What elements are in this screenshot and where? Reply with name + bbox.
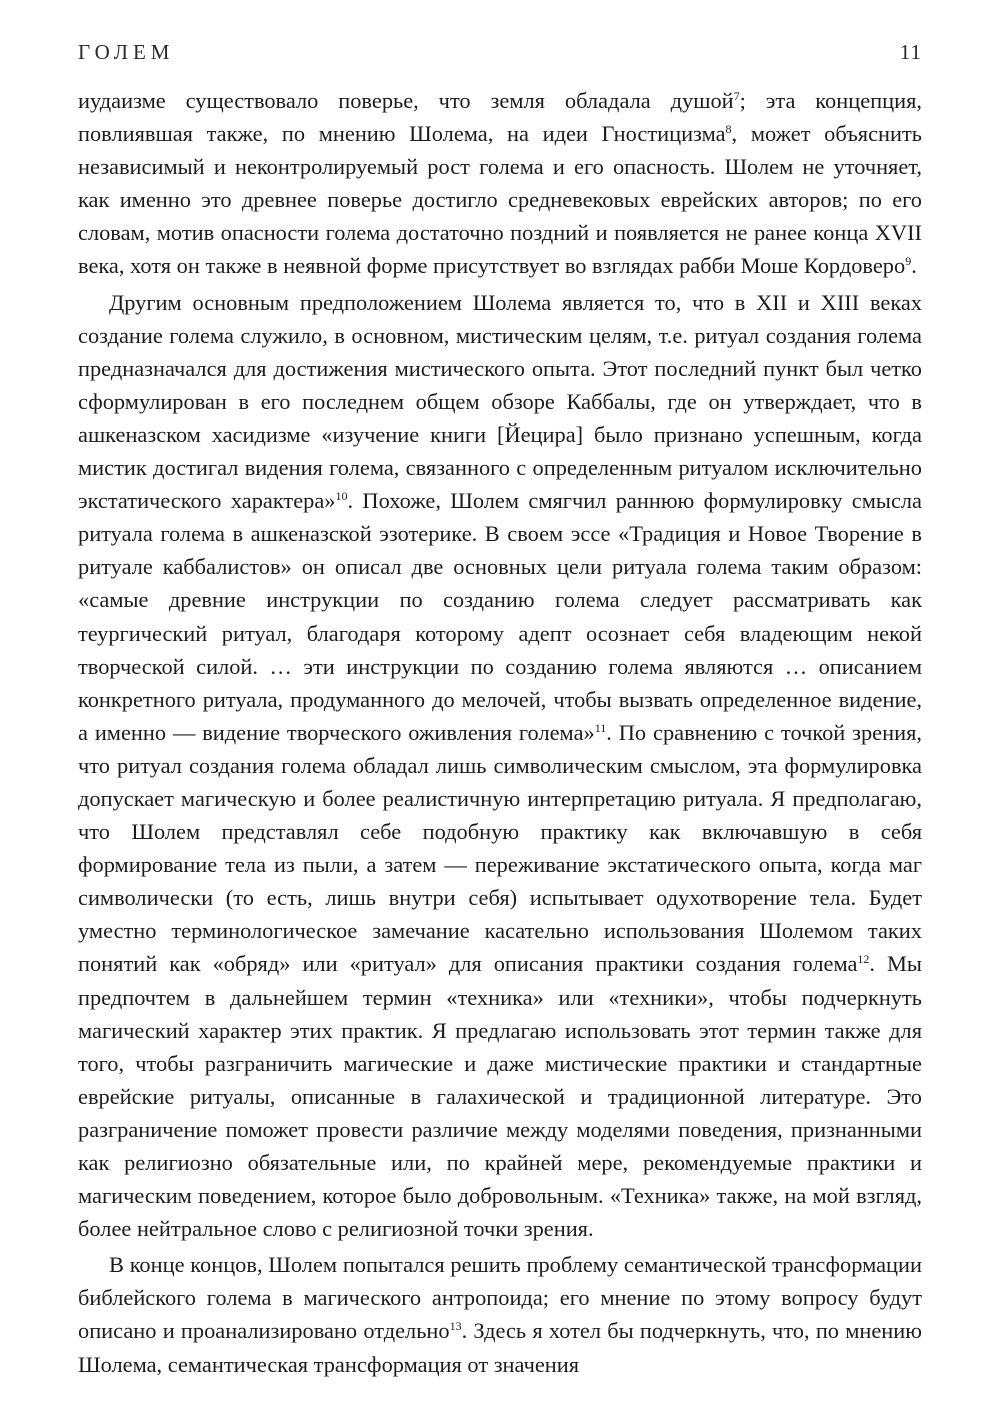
paragraph	[78, 1248, 922, 1380]
text-run: . Здесь я хотел бы подчеркнуть, что, по мнению Шолема, семантическая трансформация от значения	[78, 1318, 922, 1377]
page-number: 11	[899, 40, 922, 64]
body-text	[78, 84, 922, 1381]
text-run: . Похоже, Шолем смягчил раннюю формулировку смысла ритуала голема в ашкеназской эзотерике. В своем эссе «Традиция и Новое Творение в ритуале каббалистов» он описал две основных цели ритуала голема таким образом: «самые древние инструкции по созданию голема следует рассматривать как теургический ритуал, благодаря которому адепт осознает себя владеющим некой творческой силой. … эти инструкции по созданию голема являются … описанием конкретного ритуала, продуманного до мелочей, чтобы вызвать определенное видение, а именно — видение творческого оживления голема»	[78, 488, 922, 745]
text-run: . Мы предпочтем в дальнейшем термин «техника» или «техники», чтобы подчеркнуть магический характер этих практик. Я предлагаю использовать этот термин также для того, чтобы разграничить магические и даже мистические практики и стандартные еврейские ритуалы, описанные в галахической и традиционной литературе. Это разграничение поможет провести различие между моделями поведения, признанными как религиозно обязательные или, по крайней мере, рекомендуемые практики и магическим поведением, которое было добровольным. «Техника» также, на мой взгляд, более нейтральное слово с религиозной точки зрения.	[78, 951, 922, 1242]
text-run: .	[911, 253, 917, 279]
footnote-ref: 13	[449, 1319, 462, 1334]
text-run: В конце концов, Шолем попытался решить проблему семантической трансформации библейского голема в магического антропоида; его мнение по этому вопросу будут описано и проанализировано отдельно	[78, 1252, 922, 1344]
text-run: Другим основным предположением Шолема является то, что в XII и XIII веках создание голема служило, в основном, мистическим целям, т.е. ритуал создания голема предназначался для достижения мистического опыта. Этот последний пункт был четко сформулирован в его последнем общем обзоре Каббалы, где он утверждает, что в ашкеназском хасидизме «изучение книги [Йецира] было признано успешным, когда мистик достигал видения голема, связанного с определенным ритуалом исключительно экстатического характера»	[78, 289, 922, 514]
footnote-ref: 11	[594, 720, 607, 735]
text-run: , может объяснить независимый и неконтролируемый рост голема и его опасность. Шолем не уточняет, как именно это древнее поверье достигло средневековых еврейских авторов; по его словам, мотив опасности голема достаточно поздний и появляется не ранее конца XVII века, хотя он также в неявной форме присутствует во взглядах рабби Моше Кордоверо	[78, 121, 922, 279]
paragraph	[78, 286, 922, 1246]
book-page	[78, 40, 922, 1381]
text-run: ; эта концепция, повлиявшая также, по мнению Шолема, на идеи Гностицизма	[78, 88, 922, 147]
footnote-ref: 10	[335, 489, 348, 504]
paragraph-continued	[78, 84, 922, 283]
running-title: ГОЛЕМ	[78, 40, 175, 64]
footnote-ref: 7	[733, 89, 740, 103]
footnote-ref: 9	[905, 254, 912, 269]
running-header	[78, 40, 922, 84]
text-run: иудаизме существовало поверье, что земля обладала душой	[78, 88, 734, 113]
footnote-ref: 12	[857, 952, 870, 967]
text-run: . По сравнению с точкой зрения, что ритуал создания голема обладал лишь символическим смыслом, эта формулировка допускает магическую и более реалистичную интерпретацию ритуала. Я предполагаю, что Шолем представлял себе подобную практику как включавшую в себя формирование тела из пыли, а затем — переживание экстатического опыта, когда маг символически (то есть, лишь внутри себя) испытывает одухотворение тела. Будет уместно терминологическое замечание касательно использования Шолемом таких понятий как «обряд» или «ритуал» для описания практики создания голема	[78, 719, 922, 977]
footnote-ref: 8	[725, 122, 732, 137]
